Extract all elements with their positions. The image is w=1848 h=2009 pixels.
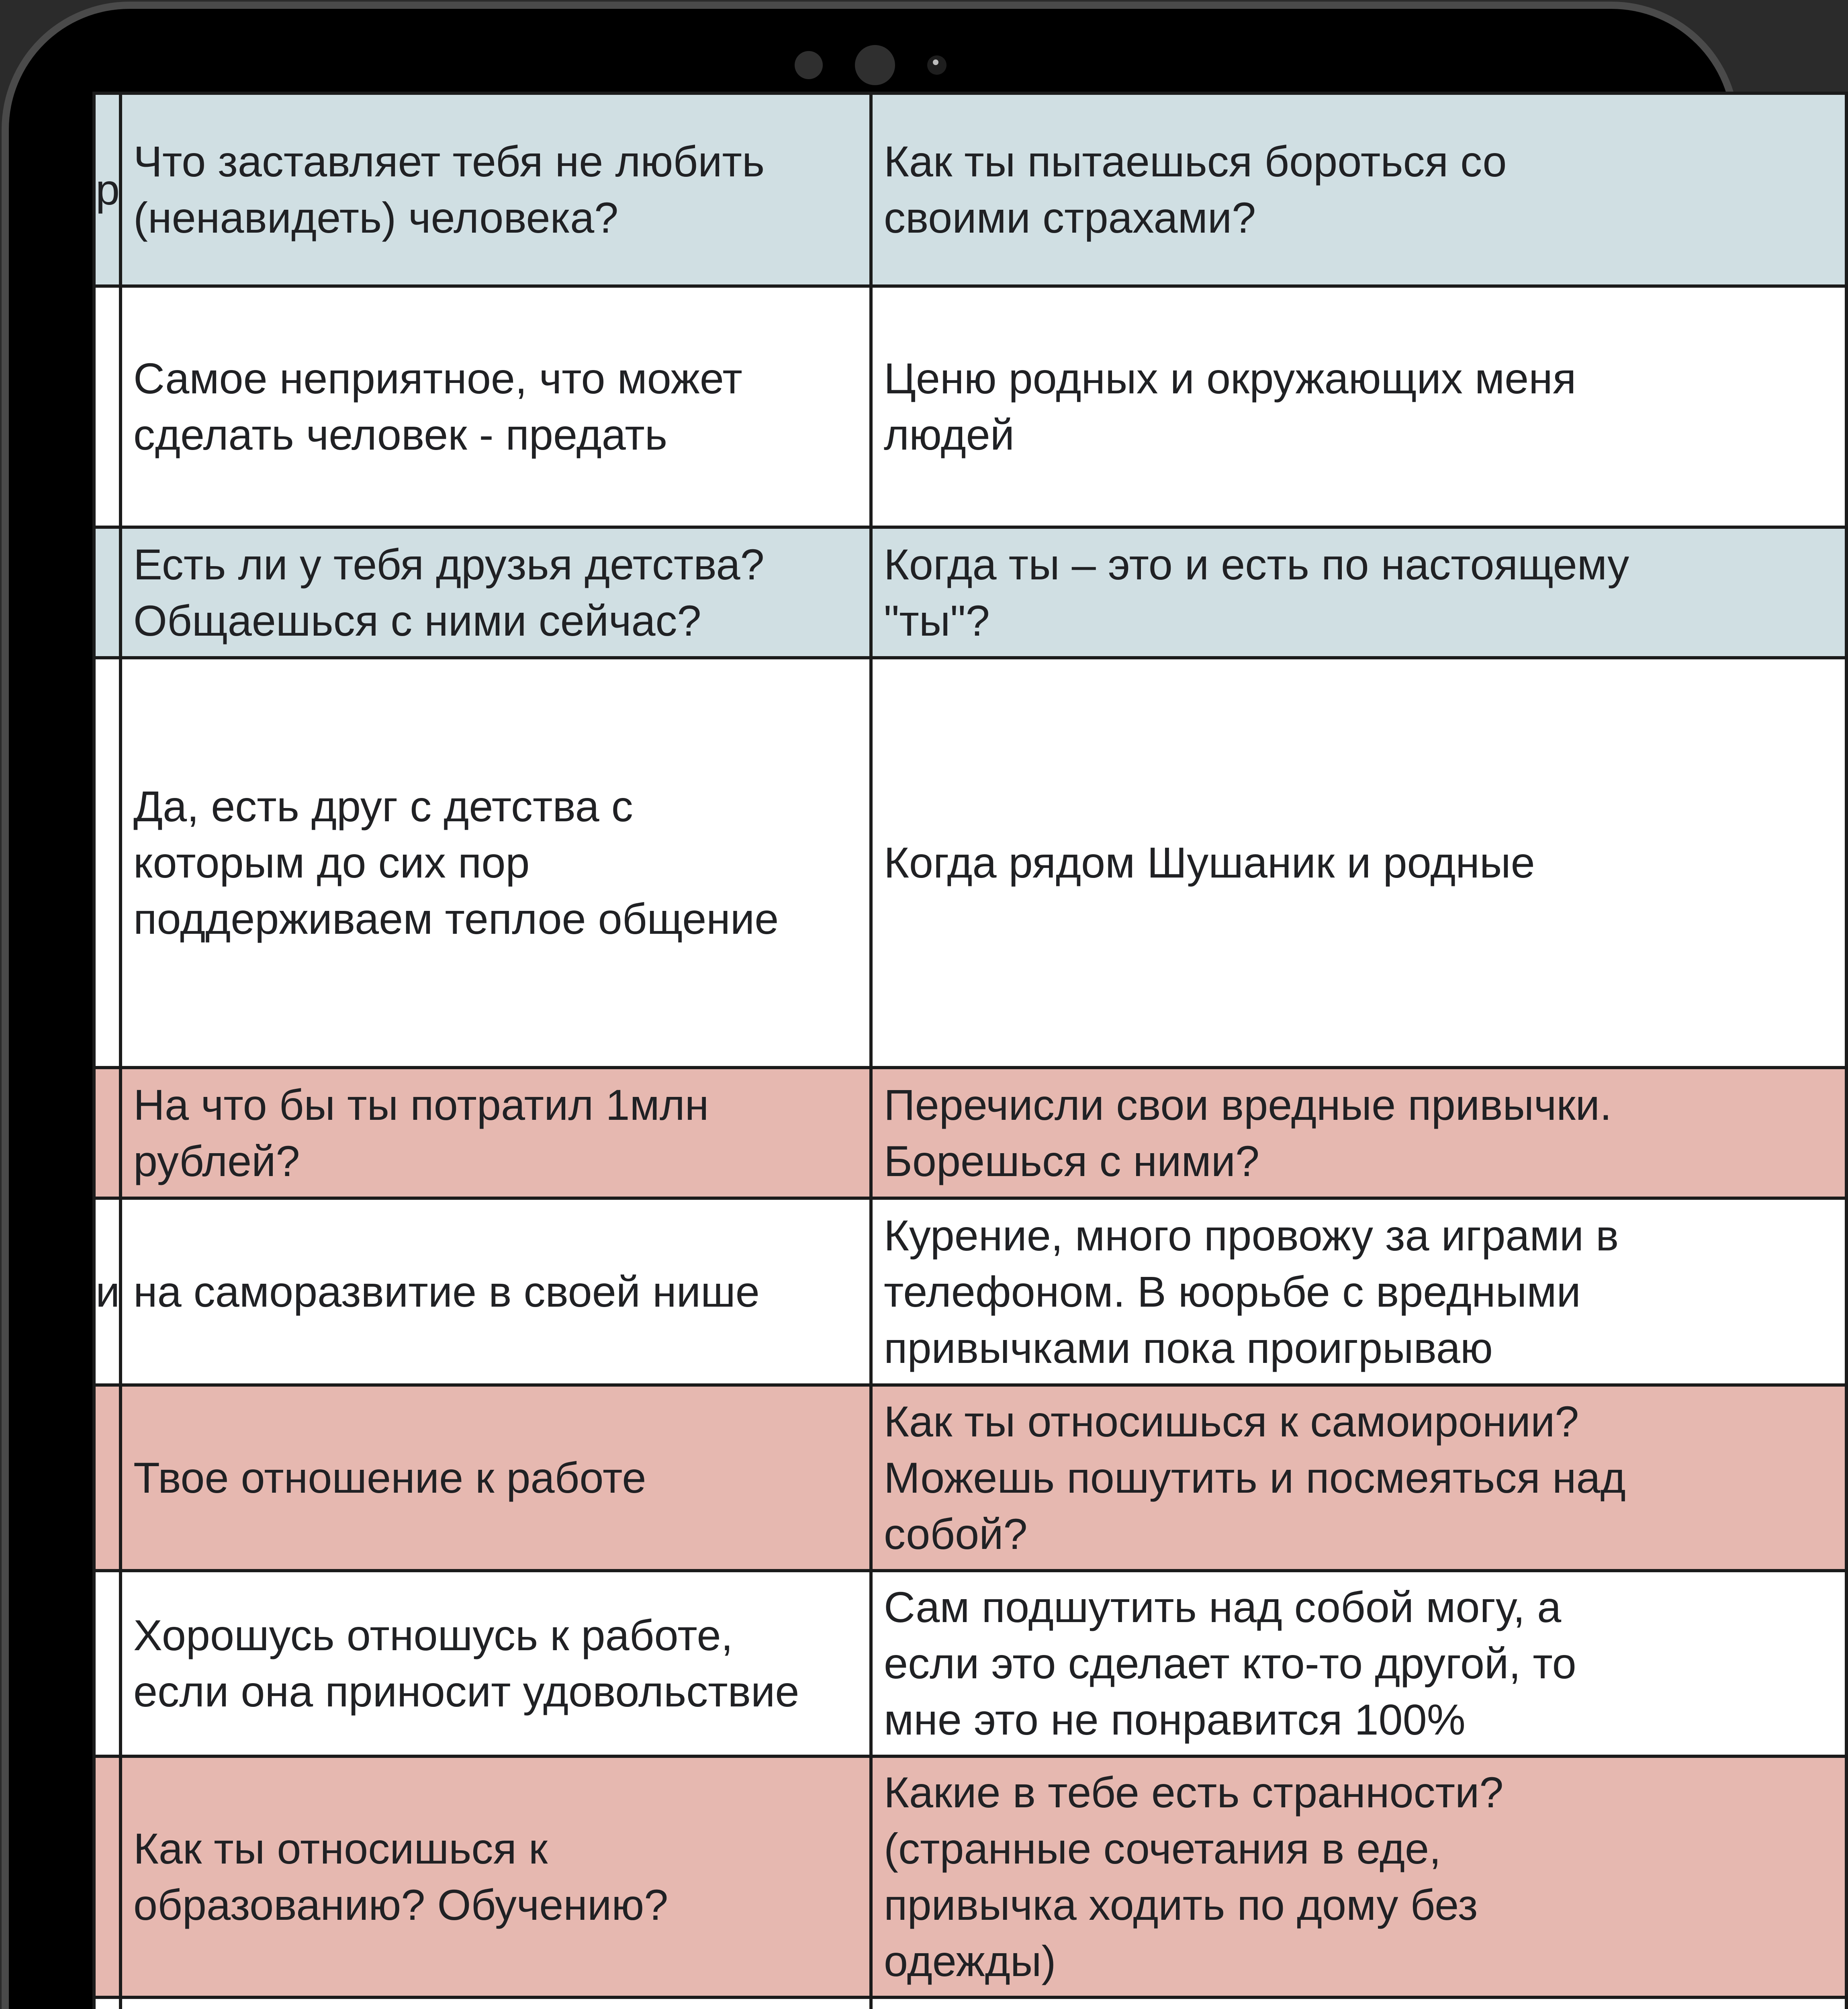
answer-text: Ценю родных и окружающих меня людей [884, 354, 1576, 459]
answer-text: Самое неприятное, что может сделать человек - предать [133, 354, 742, 459]
camera-icon [855, 45, 895, 85]
cell-edge[interactable]: р [94, 93, 121, 286]
question-text: Твое отношение к работе [133, 1453, 646, 1502]
answer-cell[interactable] [871, 1997, 1846, 2009]
cell-edge[interactable] [94, 286, 121, 527]
cell-edge[interactable] [94, 1756, 121, 1997]
table-row [94, 658, 1846, 1068]
question-cell[interactable] [871, 527, 1846, 658]
question-text: Как ты относишься к образованию? Обучению? [133, 1824, 668, 1929]
answer-text: Когда рядом Шушаник и родные [884, 838, 1535, 887]
cell-edge[interactable] [94, 1571, 121, 1756]
question-text: На что бы ты потратил 1млн рублей? [133, 1080, 709, 1185]
camera-bar [9, 41, 1732, 89]
answer-cell[interactable] [121, 286, 871, 527]
cell-edge[interactable] [94, 1068, 121, 1198]
table-row [94, 1756, 1846, 1997]
answer-cell[interactable] [121, 658, 871, 1068]
tablet-screen [96, 97, 1658, 2009]
cell-edge[interactable] [94, 658, 121, 1068]
question-text: Когда ты – это и есть по настоящему "ты"? [884, 540, 1629, 645]
table-row [94, 1997, 1846, 2009]
question-cell[interactable] [871, 1068, 1846, 1198]
question-cell[interactable] [121, 1385, 871, 1571]
answer-cell[interactable] [871, 658, 1846, 1068]
question-text: Что заставляет тебя не любить (ненавидеть) человека? [133, 137, 765, 242]
answer-text: на саморазвитие в своей нише [133, 1267, 760, 1316]
answer-cell[interactable] [871, 1198, 1846, 1385]
table-row [94, 93, 1846, 286]
cell-edge[interactable] [94, 527, 121, 658]
answer-cell[interactable] [121, 1571, 871, 1756]
cell-edge[interactable]: и [94, 1198, 121, 1385]
answer-cell[interactable] [871, 286, 1846, 527]
question-cell[interactable] [871, 1756, 1846, 1997]
table-row [94, 1571, 1846, 1756]
table-row [94, 1385, 1846, 1571]
tablet-frame [9, 9, 1732, 2009]
question-cell[interactable] [121, 1756, 871, 1997]
table-row [94, 1198, 1846, 1385]
answer-text: Хорошусь отношусь к работе, если она приносит удовольствие [133, 1611, 799, 1716]
sensor-icon [795, 51, 823, 79]
answer-text [133, 2007, 861, 2009]
question-cell[interactable] [121, 1068, 871, 1198]
question-text: Перечисли свои вредные привычки. Борешься с ними? [884, 1080, 1612, 1185]
question-cell[interactable] [871, 1385, 1846, 1571]
answer-text: Сам подшутить над собой могу, а если это сделает кто-то другой, то мне это не понравится 100% [884, 1583, 1576, 1744]
cell-edge[interactable] [94, 1385, 121, 1571]
question-text: Как ты относишься к самоиронии? Можешь пошутить и посмеяться над собой? [884, 1397, 1626, 1558]
question-text: Как ты пытаешься бороться со своими страхами? [884, 137, 1507, 242]
question-text: Какие в тебе есть странности? (странные сочетания в еде, привычка ходить по дому без одежды) [884, 1768, 1504, 1985]
answer-cell[interactable] [121, 1997, 871, 2009]
cell-edge[interactable] [94, 1997, 121, 2009]
table-row [94, 286, 1846, 527]
answer-cell[interactable] [121, 1198, 871, 1385]
light-sensor-icon [927, 55, 946, 75]
question-cell[interactable] [121, 527, 871, 658]
question-cell[interactable] [121, 93, 871, 286]
answer-text: Курение, много провожу за играми в телефоном. В юорьбе с вредными привычками пока проигрываю [884, 1211, 1619, 1372]
answer-cell[interactable] [871, 1571, 1846, 1756]
spreadsheet-table [92, 92, 1848, 2009]
table-row [94, 527, 1846, 658]
question-text: Есть ли у тебя друзья детства? Общаешься с ними сейчас? [133, 540, 765, 645]
question-cell[interactable] [871, 93, 1846, 286]
answer-text: Да, есть друг с детства с которым до сих пор поддерживаем теплое общение [133, 782, 779, 943]
table-row [94, 1068, 1846, 1198]
